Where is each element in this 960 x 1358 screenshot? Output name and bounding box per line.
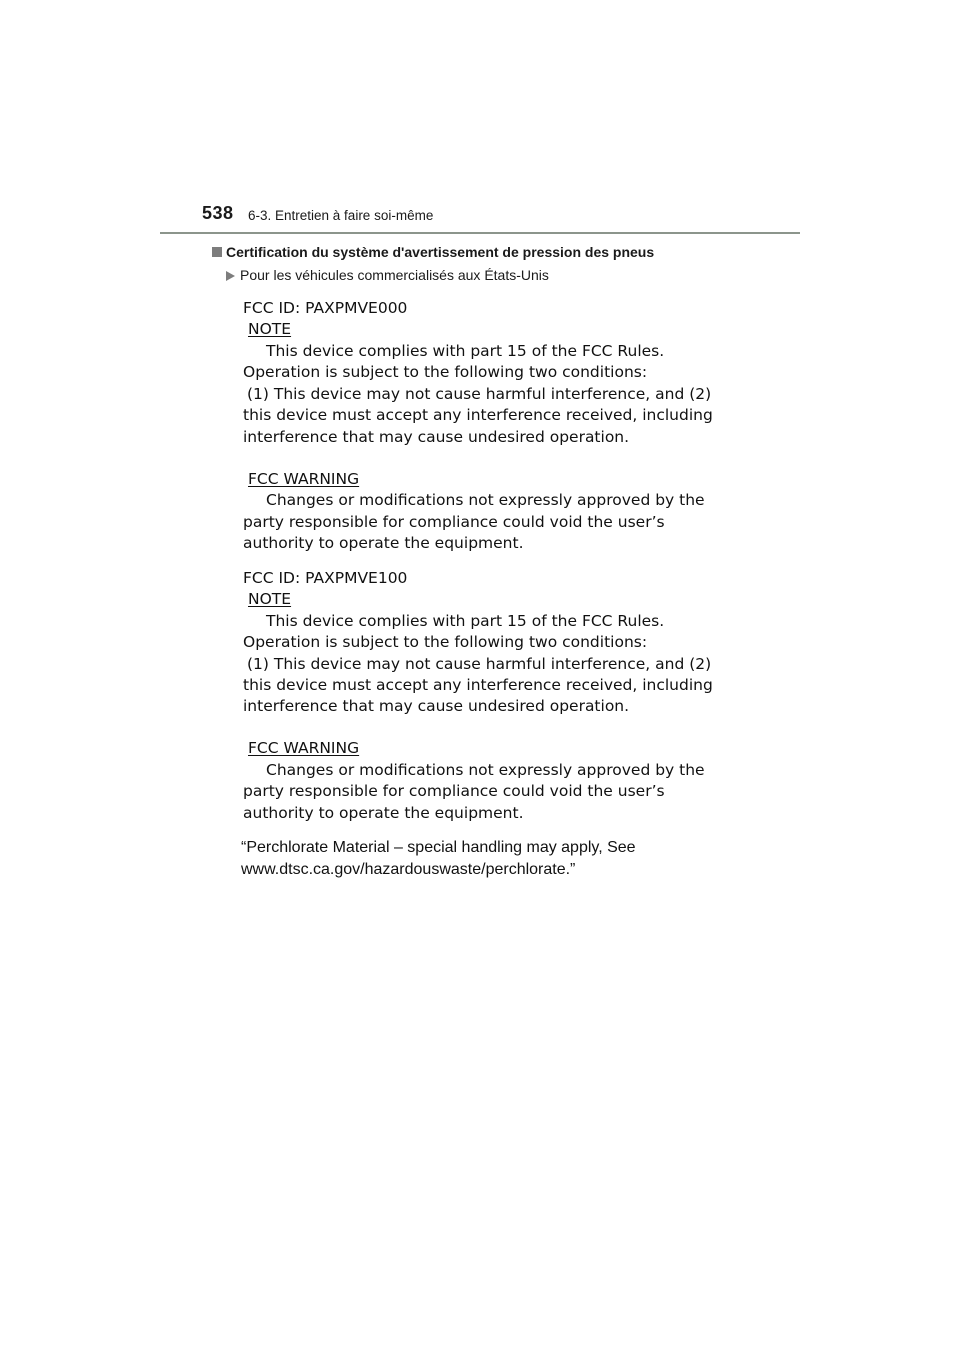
- bullet-text: Pour les véhicules commercialisés aux États-Unis: [240, 267, 549, 283]
- header-divider: [160, 232, 800, 234]
- warning-line-1-3: authority to operate the equipment.: [243, 534, 524, 552]
- section-title: 6-3. Entretien à faire soi-même: [248, 208, 434, 223]
- triangle-bullet-icon: [226, 271, 235, 281]
- square-bullet-icon: [212, 247, 222, 257]
- warning-heading-2: FCC WARNING: [248, 739, 360, 757]
- note-line-2-1: This device complies with part 15 of the FCC Rules.: [266, 612, 665, 630]
- note-line-2-4: this device must accept any interference received, including: [243, 676, 713, 694]
- warning-line-2-1: Changes or modifications not expressly approved by the: [266, 761, 705, 779]
- subsection-heading: [212, 244, 654, 260]
- note-line-2-3: (1) This device may not cause harmful interference, and (2): [247, 655, 712, 673]
- bullet-item: [226, 267, 549, 283]
- warning-line-2-2: party responsible for compliance could void the user’s: [243, 782, 665, 800]
- note-heading-2: NOTE: [248, 590, 292, 608]
- warning-heading-1: FCC WARNING: [248, 470, 360, 488]
- note-line-1-3: (1) This device may not cause harmful interference, and (2): [247, 385, 712, 403]
- note-line-1-5: interference that may cause undesired operation.: [243, 428, 630, 446]
- fcc-id-1: FCC ID: PAXPMVE000: [243, 299, 408, 317]
- perchlorate-line-2: www.dtsc.ca.gov/hazardouswaste/perchlorate.”: [241, 861, 576, 878]
- note-heading-1: NOTE: [248, 320, 292, 338]
- perchlorate-line-1: “Perchlorate Material – special handling may apply, See: [241, 839, 636, 856]
- note-line-1-4: this device must accept any interference received, including: [243, 406, 713, 424]
- note-line-1-1: This device complies with part 15 of the FCC Rules.: [266, 342, 665, 360]
- subsection-title: Certification du système d'avertissement de pression des pneus: [226, 244, 655, 260]
- warning-line-2-3: authority to operate the equipment.: [243, 804, 524, 822]
- note-line-2-5: interference that may cause undesired operation.: [243, 697, 630, 715]
- warning-line-1-2: party responsible for compliance could void the user’s: [243, 513, 665, 531]
- page-number: 538: [202, 203, 234, 223]
- note-line-1-2: Operation is subject to the following two conditions:: [243, 363, 648, 381]
- fcc-id-2: FCC ID: PAXPMVE100: [243, 569, 408, 587]
- note-line-2-2: Operation is subject to the following two conditions:: [243, 633, 648, 651]
- warning-line-1-1: Changes or modifications not expressly approved by the: [266, 491, 705, 509]
